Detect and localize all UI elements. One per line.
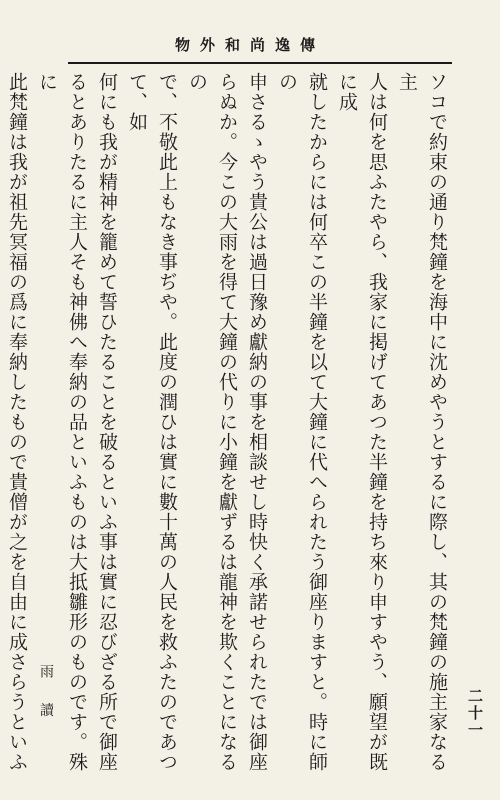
- header-rule: [68, 62, 452, 64]
- running-foot: 雨 讀: [38, 664, 54, 727]
- running-header-title: 物外和尚逸傳: [174, 36, 325, 54]
- page-number: 二十一: [466, 688, 484, 739]
- body-text: ソコで約束の通り梵鐘を海中に沈めやうとするに際し、其の梵鐘の施主家なる主 人は何を思ふたやら、我家に掲げてあつた半鐘を持ち來り申すやう、願望が既に成 就したからには何卒この半鐘を以て大鐘に代へられたう御座りますと。時に師の 申さるゝやう貴公は過日豫め獻納の事を相談せし時快く承諾せられたでは御座 らぬか。今この大雨を得て大鐘の代りに小鐘を獻ずるは龍神を欺くことになるの で、不敬此上もなき事ぢや。此度の潤ひは實に數十萬の人民を救ふたのであつて、如 何にも我が精神を籠めて誓ひたることを破るといふ事は實に忍びざる所で御座 るとありたるに主人そも神佛へ奉納の品といふものは大抵雛形のものです。殊に 此梵鐘は我が祖先冥福の爲に奉納したもので貴僧が之を自由に成さらうといふ: [6, 72, 448, 772]
